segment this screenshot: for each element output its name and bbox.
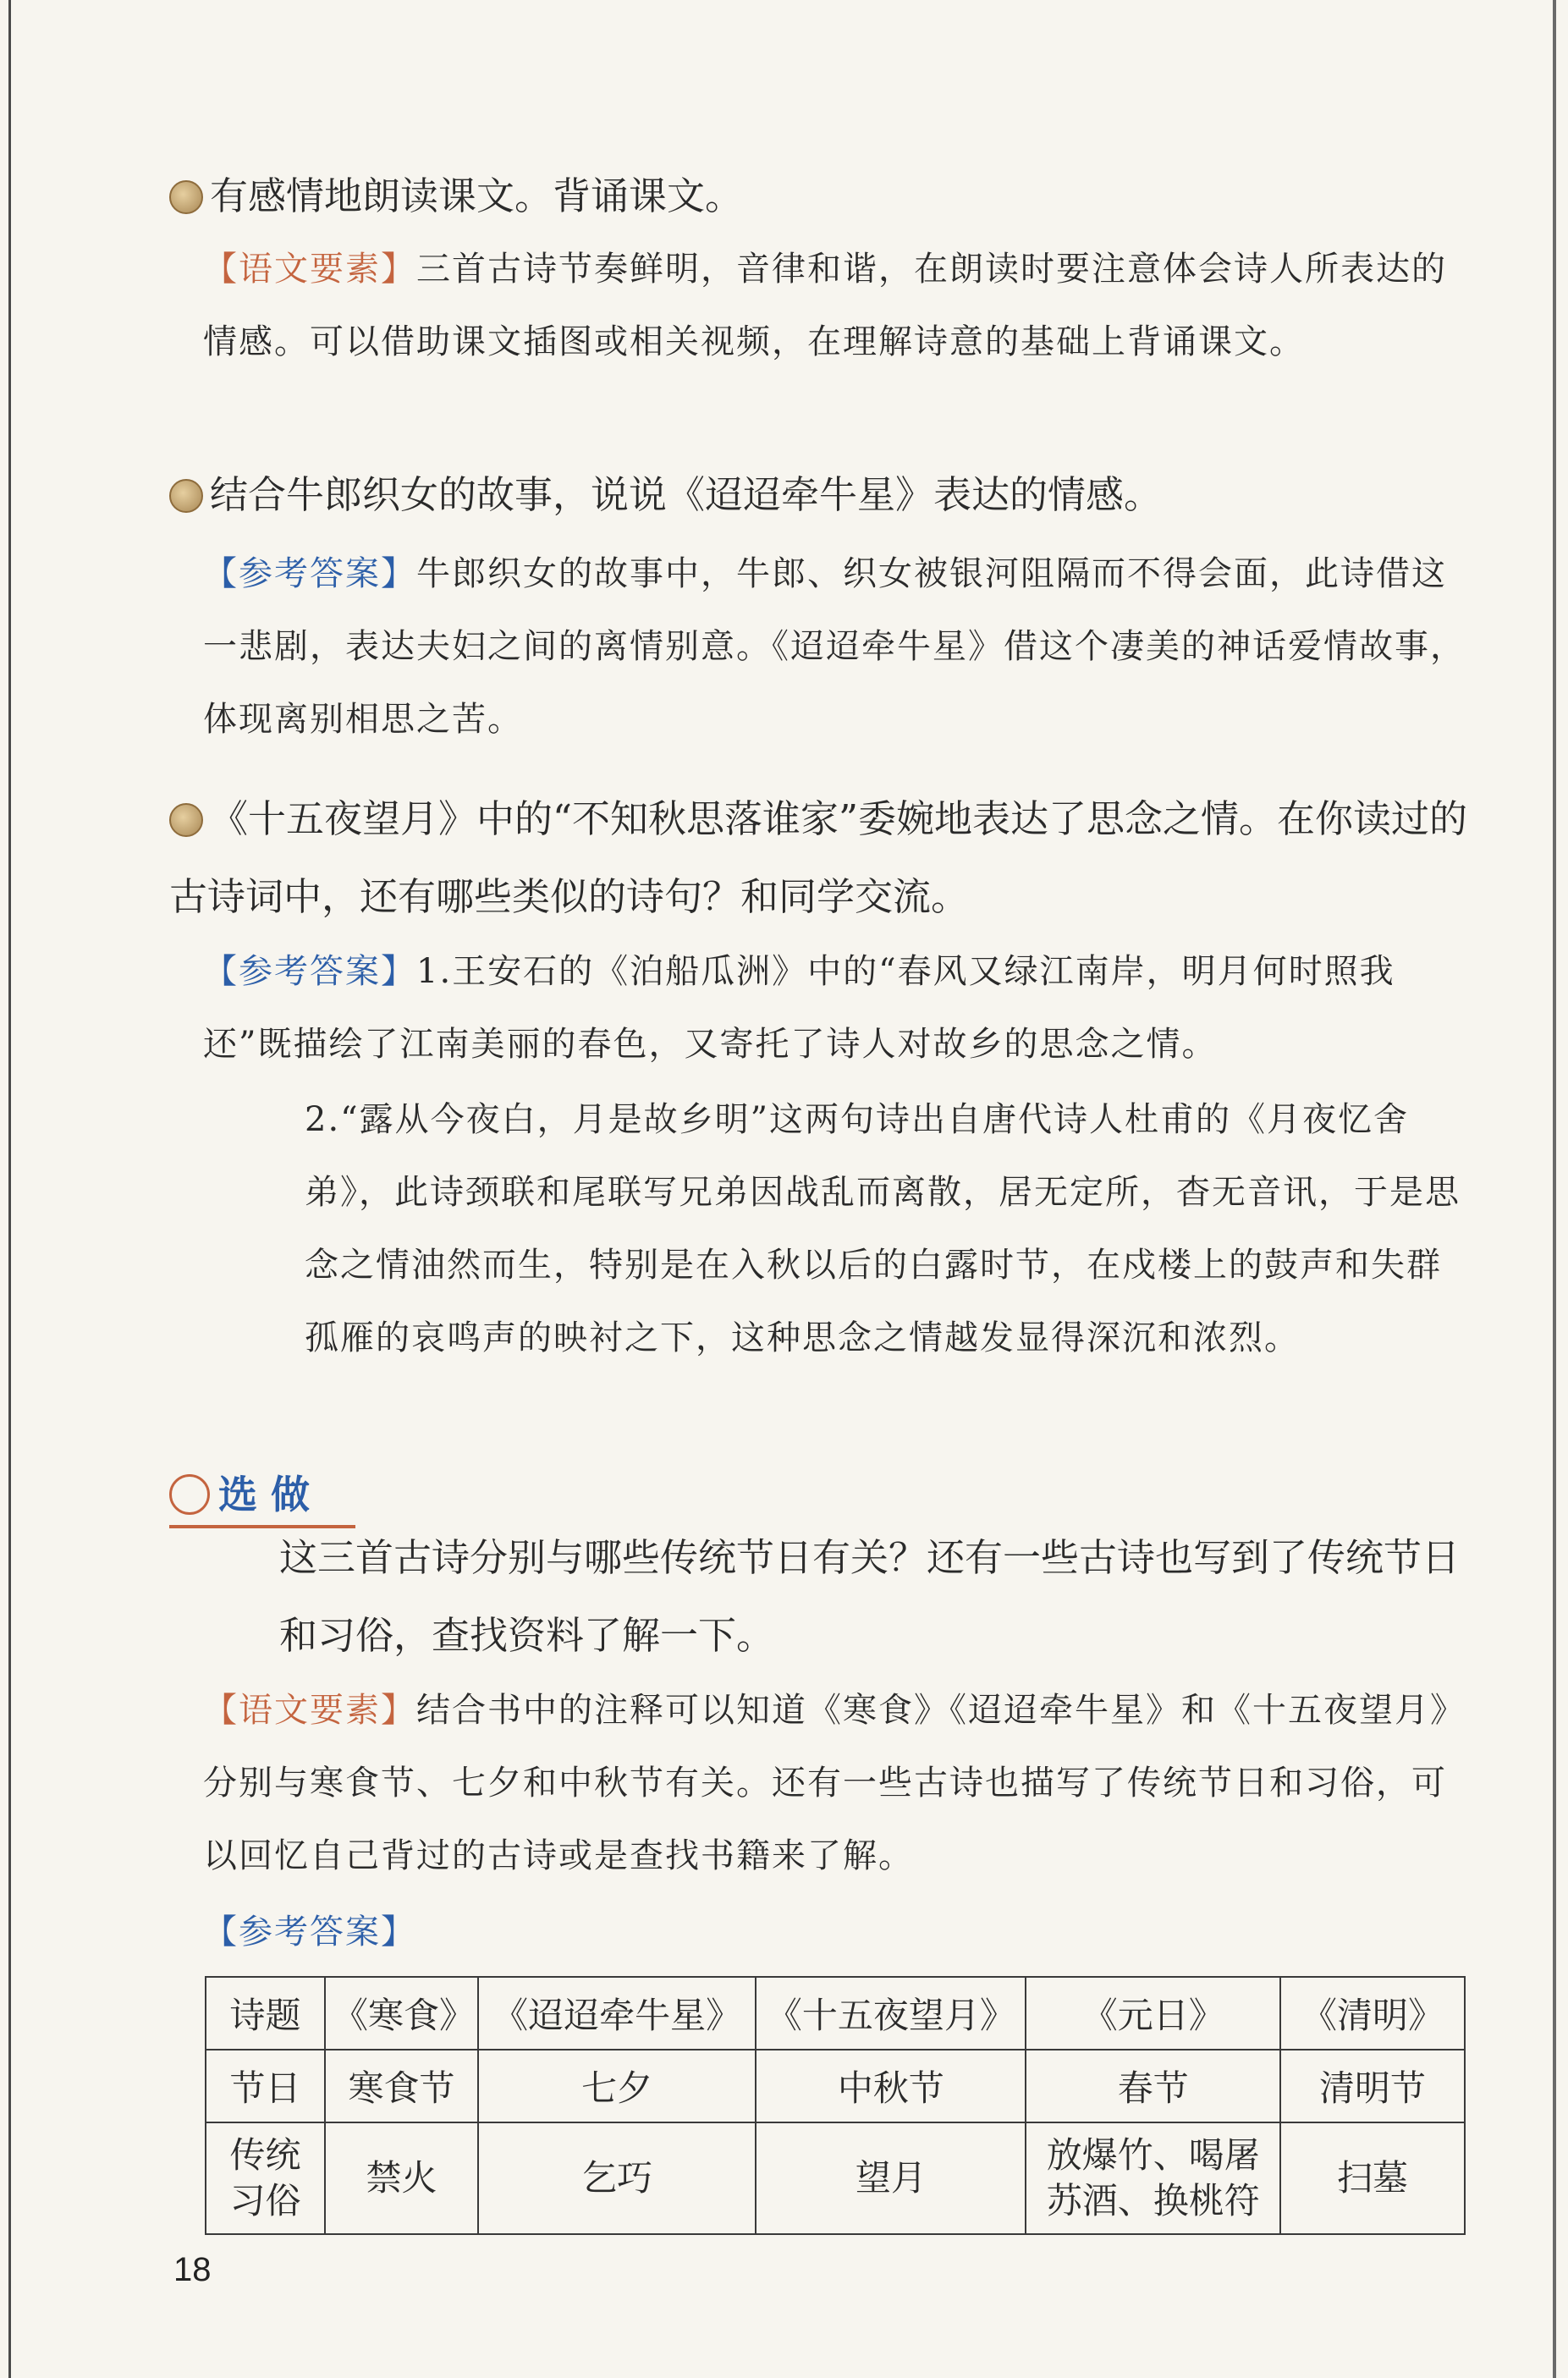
- table-cell: 《清明》: [1280, 1977, 1465, 2050]
- tag-reference-answer: 【参考答案】: [203, 1913, 416, 1951]
- page-right-edge: [1553, 0, 1556, 2378]
- table-row: [206, 2050, 1465, 2122]
- table-cell: 《寒食》: [325, 1977, 478, 2050]
- table-cell: 乞巧: [478, 2122, 756, 2234]
- answer-3-part-1-text: 1.王安石的《泊船瓜洲》中的“春风又绿江南岸，明月何时照我还”既描绘了江南美丽的春色，又寄托了诗人对故乡的思念之情。: [203, 952, 1395, 1064]
- tag-language-element: 【语文要素】: [203, 250, 416, 289]
- optional-answer-text: 结合书中的注释可以知道《寒食》《迢迢牵牛星》和《十五夜望月》分别与寒食节、七夕和中秋节有关。还有一些古诗也描写了传统节日和习俗，可以回忆自己背过的古诗或是查找书籍来了解。: [203, 1691, 1466, 1875]
- question-1-text: 有感情地朗读课文。背诵课文。: [210, 173, 744, 218]
- table-cell: 望月: [756, 2122, 1026, 2234]
- table-cell: 《元日》: [1026, 1977, 1280, 2050]
- table-cell: 七夕: [478, 2050, 756, 2122]
- tag-reference-answer: 【参考答案】: [203, 952, 416, 991]
- tag-language-element: 【语文要素】: [203, 1691, 416, 1730]
- table-cell: 扫墓: [1280, 2122, 1465, 2234]
- answer-3-part-2-text: 2.“露从今夜白，月是故乡明”这两句诗出自唐代诗人杜甫的《月夜忆舍弟》，此诗颈联和尾联写兄弟因战乱而离散，居无定所，杳无音讯，于是思念之情油然而生，特别是在入秋以后的白露时节，在戍楼上的鼓声和失群孤雁的哀鸣声的映衬之下，这种思念之情越发显得深沉和浓烈。: [305, 1100, 1461, 1357]
- row-label-festival: 节日: [206, 2050, 325, 2122]
- optional-question-text: 这三首古诗分别与哪些传统节日有关？还有一些古诗也写到了传统节日和习俗，查找资料了解一下。: [279, 1535, 1461, 1658]
- row-label-title: 诗题: [206, 1977, 325, 2050]
- answer-1: [203, 233, 1472, 378]
- row-label-custom: 传统习俗: [206, 2122, 325, 2234]
- answer-1-text: 三首古诗节奏鲜明，音律和谐，在朗读时要注意体会诗人所表达的情感。可以借助课文插图或相关视频，在理解诗意的基础上背诵课文。: [203, 250, 1447, 361]
- tag-reference-answer: 【参考答案】: [203, 554, 416, 593]
- table-cell: 《迢迢牵牛星》: [478, 1977, 756, 2050]
- question-1: [169, 157, 1472, 236]
- answer-3-part-2: [203, 1083, 1472, 1374]
- bullet-icon: [169, 803, 203, 837]
- table-row: [206, 2122, 1465, 2234]
- table-row: [206, 1977, 1465, 2050]
- optional-reference-tag: [203, 1896, 1472, 1968]
- answer-2: [203, 537, 1472, 756]
- question-2: [169, 455, 1472, 535]
- optional-answer: [203, 1674, 1472, 1892]
- question-3-text: 《十五夜望月》中的“不知秋思落谁家”委婉地表达了思念之情。在你读过的古诗词中，还有哪些类似的诗句？和同学交流。: [169, 796, 1468, 919]
- question-3: [169, 780, 1472, 936]
- question-2-text: 结合牛郎织女的故事，说说《迢迢牵牛星》表达的情感。: [210, 472, 1163, 517]
- page-number: 18: [173, 2251, 212, 2288]
- table-cell: 《十五夜望月》: [756, 1977, 1026, 2050]
- table-cell: 放爆竹、喝屠苏酒、换桃符: [1026, 2122, 1280, 2234]
- table-cell: 寒食节: [325, 2050, 478, 2122]
- section-optional-title: 选 做: [169, 1464, 310, 1520]
- optional-question: [203, 1519, 1472, 1675]
- table-cell: 禁火: [325, 2122, 478, 2234]
- page-left-edge: [8, 0, 11, 2378]
- optional-section-icon: [169, 1474, 210, 1515]
- table-cell: 中秋节: [756, 2050, 1026, 2122]
- table-cell: 春节: [1026, 2050, 1280, 2122]
- festival-table: [205, 1976, 1466, 2235]
- bullet-icon: [169, 180, 203, 214]
- table-cell: 清明节: [1280, 2050, 1465, 2122]
- answer-2-text: 牛郎织女的故事中，牛郎、织女被银河阻隔而不得会面，此诗借这一悲剧，表达夫妇之间的离情别意。《迢迢牵牛星》借这个凄美的神话爱情故事，体现离别相思之苦。: [203, 554, 1466, 739]
- bullet-icon: [169, 479, 203, 513]
- answer-3-part-1: [203, 935, 1472, 1081]
